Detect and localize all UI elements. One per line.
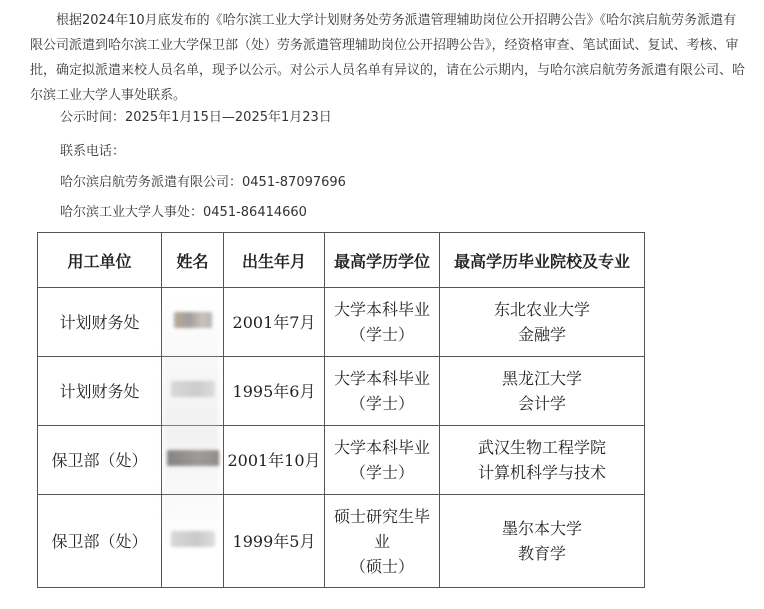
cell-name-redacted <box>162 495 224 588</box>
header-degree: 最高学历学位 <box>325 233 440 288</box>
degree-line: 硕士研究生毕 <box>333 506 430 526</box>
degree-type: （学士） <box>349 394 414 413</box>
school-name: 墨尔本大学 <box>501 519 582 538</box>
table-row <box>38 426 645 495</box>
cell-birth: 2001年7月 <box>224 288 325 357</box>
cell-unit: 计划财务处 <box>38 357 162 426</box>
cell-degree <box>325 357 440 426</box>
cell-school-major <box>440 357 645 426</box>
major-name: 教育学 <box>517 544 566 563</box>
contact-heading: 联系电话： <box>60 144 126 159</box>
cell-school-major <box>440 288 645 357</box>
major-name: 会计学 <box>517 394 566 413</box>
table-row <box>38 288 645 357</box>
school-name: 武汉生物工程学院 <box>477 438 606 457</box>
degree-line: 大学本科毕业 <box>333 438 430 457</box>
cell-name-redacted <box>162 426 224 495</box>
roster-table <box>37 232 645 588</box>
table-header-row <box>38 233 645 288</box>
redaction-blur <box>171 531 215 547</box>
header-birth: 出生年月 <box>224 233 325 288</box>
cell-unit: 保卫部（处） <box>38 426 162 495</box>
cell-unit: 计划财务处 <box>38 288 162 357</box>
contact-hr: 哈尔滨工业大学人事处：0451-86414660 <box>60 205 307 220</box>
degree-type: （学士） <box>349 463 414 482</box>
degree-line: 大学本科毕业 <box>333 369 430 388</box>
major-name: 计算机科学与技术 <box>477 463 606 482</box>
table-row <box>38 357 645 426</box>
major-name: 金融学 <box>517 325 566 344</box>
degree-line: 大学本科毕业 <box>333 300 430 319</box>
header-name: 姓名 <box>162 233 224 288</box>
redaction-blur <box>167 450 219 466</box>
contact-company: 哈尔滨启航劳务派遣有限公司：0451-87097696 <box>60 175 346 190</box>
school-name: 东北农业大学 <box>493 300 590 319</box>
notice-period: 公示时间：2025年1月15日—2025年1月23日 <box>60 110 332 125</box>
cell-degree <box>325 288 440 357</box>
school-name: 黑龙江大学 <box>501 369 582 388</box>
cell-school-major <box>440 495 645 588</box>
notice-intro: 根据2024年10月底发布的《哈尔滨工业大学计划财务处劳务派遣管理辅助岗位公开招聘公告》《哈尔滨启航劳务派遣有限公司派遣到哈尔滨工业大学保卫部（处）劳务派遣管理辅助岗位公开招聘公告》，经资格审查、笔试面试、复试、考核、审批，确定拟派遣来校人员名单，现予以公示。对公示人员名单有异议的，请在公示期内，与哈尔滨启航劳务派遣有限公司、哈尔滨工业大学人事处联系。 <box>30 13 746 103</box>
header-school-major: 最高学历毕业院校及专业 <box>440 233 645 288</box>
header-unit: 用工单位 <box>38 233 162 288</box>
cell-degree <box>325 495 440 588</box>
degree-type: （学士） <box>349 325 414 344</box>
redaction-blur <box>174 312 212 328</box>
cell-unit: 保卫部（处） <box>38 495 162 588</box>
cell-birth: 1995年6月 <box>224 357 325 426</box>
cell-birth: 1999年5月 <box>224 495 325 588</box>
degree-type: （硕士） <box>349 556 414 576</box>
table-row <box>38 495 645 588</box>
cell-birth: 2001年10月 <box>224 426 325 495</box>
redaction-blur <box>171 381 215 397</box>
cell-degree <box>325 426 440 495</box>
degree-line-cont: 业 <box>373 531 390 551</box>
cell-school-major <box>440 426 645 495</box>
cell-name-redacted <box>162 357 224 426</box>
cell-name-redacted <box>162 288 224 357</box>
